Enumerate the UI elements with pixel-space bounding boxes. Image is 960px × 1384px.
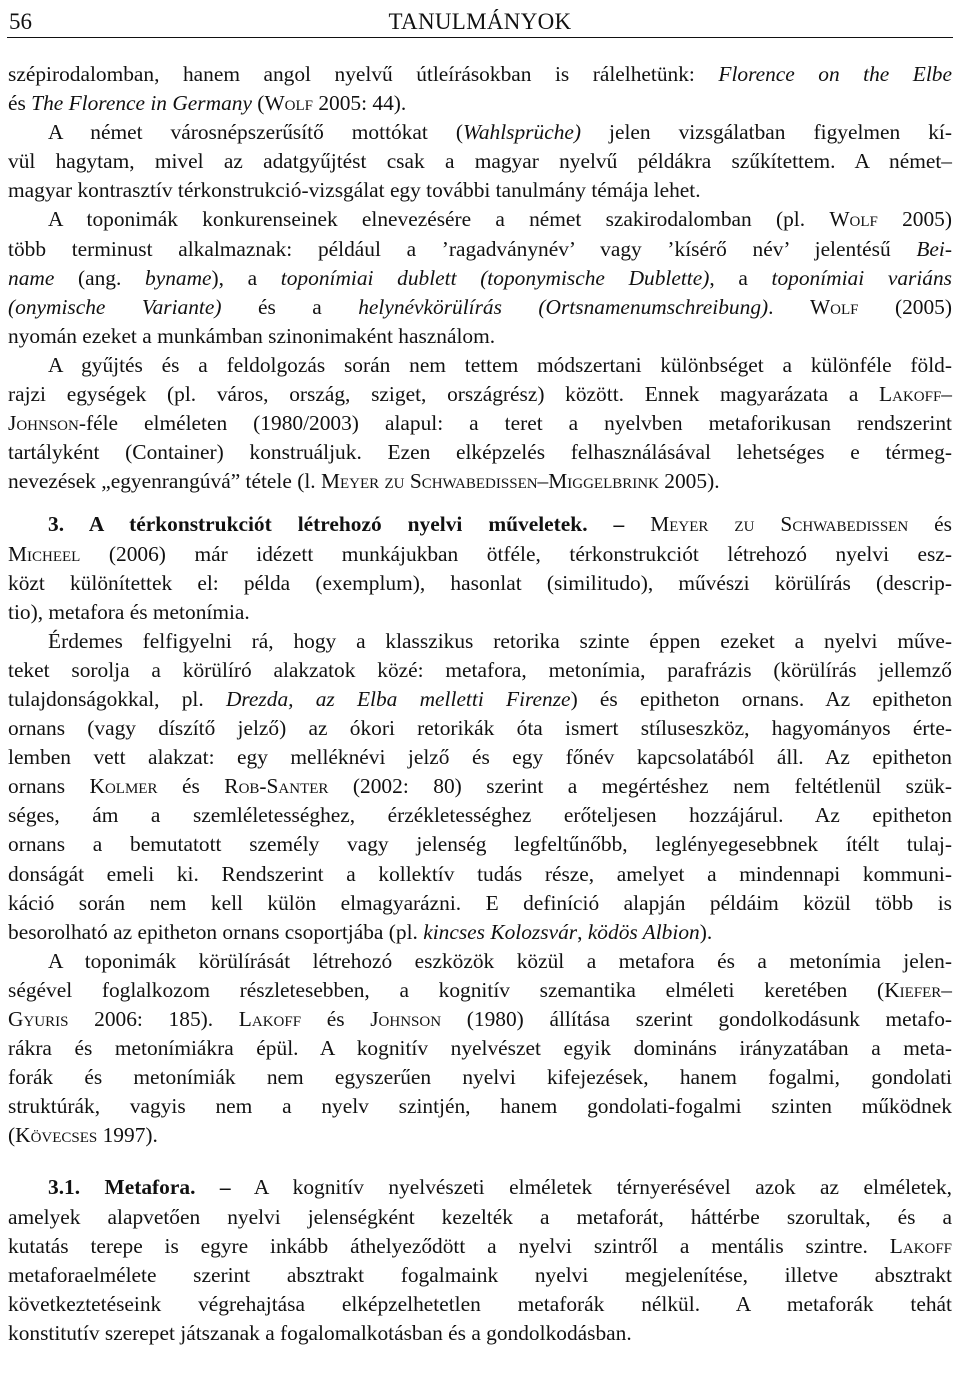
text-line: tulajdonságokkal, pl. Drezda, az Elba melletti Firenze) és epitheton ornans. Az epitheton xyxy=(8,686,953,711)
text-line: nevezések „egyenrangúvá” tétele (l. Meyer zu Schwabedissen–Miggelbrink 2005). xyxy=(8,469,720,494)
text-line: ornans Kolmer és Rob-Santer (2002: 80) szerint a megértéshez nem feltétlenül szük- xyxy=(8,774,952,799)
text-line: ségével foglalkozom részletesebben, a kognitív szemantika elméleti keretében (Kiefer– xyxy=(8,977,952,1002)
article-body xyxy=(8,60,952,1348)
text-line: donságát emeli ki. Rendszerint a kollektív tudás része, amelyet a mindennapi kommuni- xyxy=(8,861,952,886)
page-header xyxy=(7,5,953,38)
text-line: Gyuris 2006: 185). Lakoff és Johnson (1980) állítása szerint gondolkodásunk metafo- xyxy=(8,1007,953,1031)
paragraph xyxy=(8,205,952,350)
text-line: (onymische Variante) és a helynévkörülírás (Ortsnamenumschreibung). Wolf (2005) xyxy=(8,294,952,319)
section-heading: 3.1. Metafora. – xyxy=(48,1175,231,1200)
text-line: A gyűjtés és a feldolgozás során nem tettem módszertani különbséget a különféle föld- xyxy=(48,352,952,377)
text-line: A német városnépszerűsítő mottókat (Wahlsprüche) jelen vizsgálatban figyelmen kí- xyxy=(48,120,952,145)
text-line: A toponimák körülírását létrehozó eszközök közül a metafora és a metonímia jelen- xyxy=(48,948,952,973)
text-line: metaforaelmélete szerint absztrakt fogalmaink nyelvi megjelenítése, illetve absztrakt xyxy=(8,1262,952,1287)
section-heading-line: 3.1. Metafora. – A kognitív nyelvészeti elméletek térnyerésével azok az elméletek, xyxy=(48,1175,952,1200)
text-line: tartályként (Container) konstruáljuk. Ezen elképzelés felhasználásával lehetséges e térmeg- xyxy=(8,440,952,465)
text-line: ornans (vagy díszítő jelző) az ókori retorikák óta ismert stíluseszköz, hagyományos érte- xyxy=(8,716,952,741)
paragraph xyxy=(8,351,952,496)
section-heading-line: 3. A térkonstrukciót létrehozó nyelvi műveletek. – Meyer zu Schwabedissen és xyxy=(48,512,952,537)
text-line: vül hagytam, mivel az adatgyűjtést csak a magyar nyelvű példákra szűkítettem. A német– xyxy=(8,149,952,174)
text-line: besorolható az epitheton ornans csoportjába (pl. kincses Kolozsvár, ködös Albion). xyxy=(8,919,713,944)
text-line: Micheel (2006) már idézett munkájukban ötféle, térkonstrukciót létrehozó nyelvi esz- xyxy=(8,541,952,566)
text-line: közt különítettek el: példa (exemplum), hasonlat (similitudo), művészi körülírás (descrip- xyxy=(8,570,952,595)
text-line: séges, ám a szemléletességhez, érzékletességhez erőteljesen hozzájárul. Az epitheton xyxy=(8,803,952,828)
text-line: nyomán ezeket a munkámban szinonimaként használom. xyxy=(8,323,496,348)
text-line: struktúrák, vagyis nem a nyelv szintjén, hanem gondolati-fogalmi szinten működnek xyxy=(8,1094,952,1119)
paragraph xyxy=(8,60,952,118)
paragraph xyxy=(8,627,952,947)
running-head: TANULMÁNYOK xyxy=(388,9,572,34)
text-line: kutatás terepe is egyre inkább áthelyeződött a nyelvi szintről a mentális szintre. Lakoff xyxy=(8,1233,952,1258)
text-line: rákra és metonímiákra épül. A kognitív nyelvészet egyik domináns irányzatában a meta- xyxy=(8,1036,952,1061)
text-line: szépirodalomban, hanem angol nyelvű útleírásokban is rálelhetünk: Florence on the Elbe xyxy=(8,62,952,86)
text-line: több terminust alkalmaznak: például a ’ragadványnév’ vagy ’kísérő név’ jelentésű Bei- xyxy=(8,236,952,261)
text-line: A toponimák konkurenseinek elnevezésére a német szakirodalomban (pl. Wolf 2005) xyxy=(48,207,952,232)
text-line: konstitutív szerepet játszanak a fogalomalkotásban és a gondolkodásban. xyxy=(8,1320,632,1345)
section-heading: 3. A térkonstrukciót létrehozó nyelvi műveletek. – xyxy=(48,512,625,537)
paragraph xyxy=(8,947,952,1151)
text-line: magyar kontrasztív térkonstrukció-vizsgálat egy további tanulmány témája lehet. xyxy=(8,178,701,203)
text-line: amelyek alapvetően nyelvi jelenségként kezelték a metaforát, háttérbe szorultak, és a xyxy=(8,1204,952,1229)
text-line: és The Florence in Germany (Wolf 2005: 44). xyxy=(8,91,407,116)
text-line: (Kövecses 1997). xyxy=(8,1123,158,1148)
text-line: következtetéseink végrehajtása elképzelhetetlen metaforák nélkül. A metaforák tehát xyxy=(8,1291,952,1316)
text-line: forák és metonímiák nem egyszerűen nyelvi kifejezések, hanem fogalmi, gondolati xyxy=(8,1065,952,1090)
text-line: rajzi egységek (pl. város, ország, sziget, országrész) között. Ennek magyarázata a Lakoff– xyxy=(8,382,952,407)
section-3-1 xyxy=(8,1173,952,1348)
text-line: Érdemes felfigyelni rá, hogy a klasszikus retorika szinte éppen ezeket a nyelvi műve- xyxy=(48,628,952,653)
text-line: ornans a bemutatott személy vagy jelenség legfeltűnőbb, leglényegesebbnek ítélt tulaj- xyxy=(8,832,952,857)
text-line: teket sorolja a körülíró alakzatok közé: metafora, metonímia, parafrázis (körülírás jellemző xyxy=(8,657,952,682)
paragraph xyxy=(8,118,952,205)
text-line: tio), metafora és metonímia. xyxy=(8,599,250,624)
text-line: lemben vett alakzat: egy melléknévi jelző és egy főnév kapcsolatából áll. Az epitheton xyxy=(8,745,952,770)
text-line: name (ang. byname), a toponímiai dublett (toponymische Dublette), a toponímiai variáns xyxy=(8,265,953,290)
text-line: káció során nem kell külön elmagyarázni. E definíció alapján példáim közül több is xyxy=(8,890,952,915)
text-line: Johnson-féle elméleten (1980/2003) alapul: a teret a nyelvben metaforikusan rendszerint xyxy=(8,411,952,436)
page-number: 56 xyxy=(9,9,32,34)
section-3 xyxy=(8,510,952,626)
